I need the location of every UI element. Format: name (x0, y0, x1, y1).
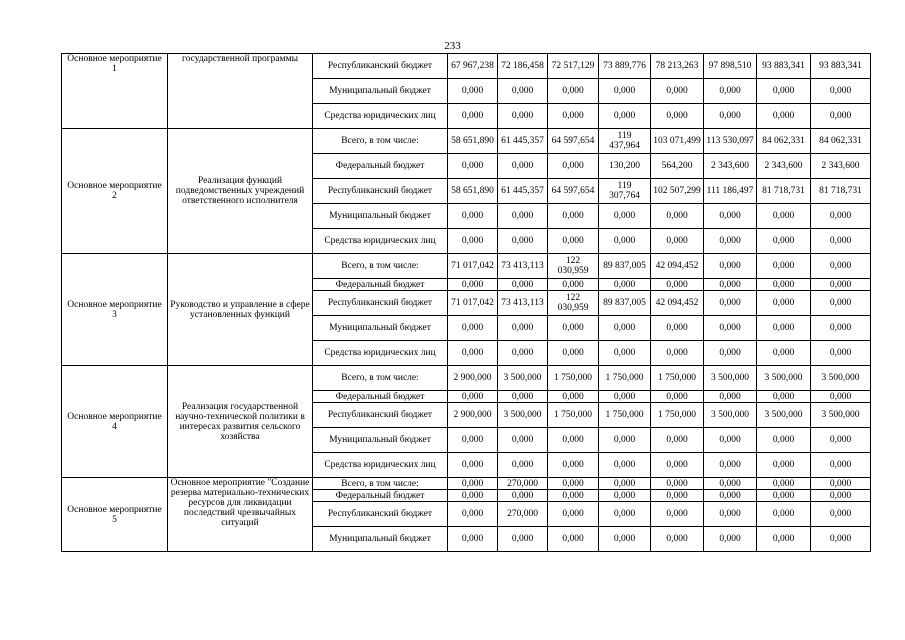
amount-cell: 78 213,263 (651, 54, 704, 79)
amount-cell: 0,000 (498, 229, 548, 254)
amount-cell: 0,000 (704, 291, 757, 316)
amount-cell: 0,000 (548, 502, 599, 527)
amount-cell: 0,000 (704, 316, 757, 341)
funding-source-cell: Муниципальный бюджет (313, 204, 448, 229)
amount-cell: 0,000 (599, 204, 651, 229)
amount-cell: 1 750,000 (651, 366, 704, 391)
amount-cell: 0,000 (498, 204, 548, 229)
amount-cell: 0,000 (498, 104, 548, 129)
amount-cell: 0,000 (651, 79, 704, 104)
amount-cell: 113 530,097 (704, 129, 757, 154)
amount-cell: 0,000 (651, 104, 704, 129)
amount-cell: 0,000 (498, 341, 548, 366)
amount-cell: 61 445,357 (498, 179, 548, 204)
budget-table-body (62, 54, 871, 552)
funding-source-cell: Средства юридических лиц (313, 453, 448, 478)
amount-cell: 0,000 (757, 527, 811, 552)
amount-cell: 0,000 (757, 229, 811, 254)
amount-cell: 1 750,000 (599, 366, 651, 391)
amount-cell: 64 597,654 (548, 179, 599, 204)
amount-cell: 0,000 (498, 428, 548, 453)
amount-cell: 0,000 (704, 104, 757, 129)
amount-cell: 0,000 (757, 104, 811, 129)
event-name-cell: Реализация функций подведомственных учреждений ответственного исполнителя (168, 129, 313, 254)
funding-source-cell: Федеральный бюджет (313, 391, 448, 403)
amount-cell: 0,000 (498, 316, 548, 341)
amount-cell: 73 413,113 (498, 291, 548, 316)
amount-cell: 42 094,452 (651, 291, 704, 316)
amount-cell: 0,000 (548, 490, 599, 502)
amount-cell: 0,000 (651, 502, 704, 527)
amount-cell: 0,000 (811, 490, 871, 502)
amount-cell: 0,000 (599, 316, 651, 341)
amount-cell: 89 837,005 (599, 291, 651, 316)
amount-cell: 64 597,654 (548, 129, 599, 154)
amount-cell: 0,000 (704, 527, 757, 552)
amount-cell: 71 017,042 (448, 291, 498, 316)
amount-cell: 0,000 (548, 453, 599, 478)
event-name-cell: государственной программы (168, 54, 313, 129)
amount-cell: 0,000 (448, 316, 498, 341)
amount-cell: 2 343,600 (811, 154, 871, 179)
amount-cell: 2 343,600 (757, 154, 811, 179)
amount-cell: 0,000 (448, 502, 498, 527)
amount-cell: 0,000 (599, 527, 651, 552)
funding-source-cell: Республиканский бюджет (313, 403, 448, 428)
amount-cell: 0,000 (704, 391, 757, 403)
amount-cell: 0,000 (448, 79, 498, 104)
funding-source-cell: Всего, в том числе: (313, 366, 448, 391)
amount-cell: 61 445,357 (498, 129, 548, 154)
amount-cell: 0,000 (548, 478, 599, 490)
amount-cell: 0,000 (599, 428, 651, 453)
amount-cell: 58 651,890 (448, 129, 498, 154)
amount-cell: 270,000 (498, 478, 548, 490)
page-number: 233 (444, 40, 461, 52)
amount-cell: 0,000 (811, 316, 871, 341)
amount-cell: 2 343,600 (704, 154, 757, 179)
funding-source-cell: Муниципальный бюджет (313, 316, 448, 341)
amount-cell: 103 071,499 (651, 129, 704, 154)
amount-cell: 0,000 (757, 502, 811, 527)
funding-source-cell: Муниципальный бюджет (313, 428, 448, 453)
funding-source-cell: Федеральный бюджет (313, 490, 448, 502)
amount-cell: 0,000 (811, 291, 871, 316)
amount-cell: 0,000 (448, 490, 498, 502)
amount-cell: 71 017,042 (448, 254, 498, 279)
amount-cell: 72 186,458 (498, 54, 548, 79)
amount-cell: 0,000 (811, 527, 871, 552)
amount-cell: 0,000 (757, 453, 811, 478)
amount-cell: 0,000 (599, 490, 651, 502)
amount-cell: 0,000 (811, 478, 871, 490)
amount-cell: 0,000 (548, 428, 599, 453)
event-name-cell: Основное мероприятие "Создание резерва материально-технических ресурсов для ликвидации последствий чрезвычайных ситуаций (168, 478, 313, 552)
amount-cell: 1 750,000 (548, 366, 599, 391)
funding-source-cell: Всего, в том числе: (313, 478, 448, 490)
amount-cell: 0,000 (757, 341, 811, 366)
amount-cell: 3 500,000 (498, 403, 548, 428)
amount-cell: 0,000 (599, 104, 651, 129)
amount-cell: 0,000 (651, 391, 704, 403)
amount-cell: 81 718,731 (757, 179, 811, 204)
amount-cell: 0,000 (811, 254, 871, 279)
amount-cell: 0,000 (548, 341, 599, 366)
amount-cell: 0,000 (498, 490, 548, 502)
amount-cell: 1 750,000 (651, 403, 704, 428)
table-row (62, 54, 871, 79)
amount-cell: 73 413,113 (498, 254, 548, 279)
funding-source-cell: Средства юридических лиц (313, 104, 448, 129)
amount-cell: 2 900,000 (448, 403, 498, 428)
event-number-cell: Основное мероприятие 4 (62, 366, 168, 478)
amount-cell: 0,000 (811, 391, 871, 403)
amount-cell: 0,000 (704, 254, 757, 279)
amount-cell: 0,000 (811, 453, 871, 478)
amount-cell: 3 500,000 (811, 366, 871, 391)
amount-cell: 130,200 (599, 154, 651, 179)
amount-cell: 0,000 (651, 527, 704, 552)
amount-cell: 0,000 (448, 453, 498, 478)
amount-cell: 93 883,341 (757, 54, 811, 79)
amount-cell: 3 500,000 (498, 366, 548, 391)
table-row (62, 366, 871, 391)
amount-cell: 0,000 (448, 391, 498, 403)
amount-cell: 0,000 (704, 204, 757, 229)
amount-cell: 0,000 (448, 341, 498, 366)
funding-source-cell: Муниципальный бюджет (313, 79, 448, 104)
amount-cell: 0,000 (599, 453, 651, 478)
amount-cell: 0,000 (498, 453, 548, 478)
amount-cell: 0,000 (757, 391, 811, 403)
amount-cell: 3 500,000 (757, 366, 811, 391)
amount-cell: 0,000 (704, 341, 757, 366)
amount-cell: 0,000 (757, 254, 811, 279)
amount-cell: 0,000 (811, 279, 871, 291)
amount-cell: 270,000 (498, 502, 548, 527)
amount-cell: 0,000 (704, 79, 757, 104)
amount-cell: 0,000 (448, 154, 498, 179)
amount-cell: 42 094,452 (651, 254, 704, 279)
amount-cell: 122 030,959 (548, 254, 599, 279)
amount-cell: 81 718,731 (811, 179, 871, 204)
amount-cell: 0,000 (599, 229, 651, 254)
amount-cell: 0,000 (757, 279, 811, 291)
amount-cell: 0,000 (548, 104, 599, 129)
amount-cell: 122 030,959 (548, 291, 599, 316)
funding-source-cell: Федеральный бюджет (313, 279, 448, 291)
amount-cell: 0,000 (704, 279, 757, 291)
amount-cell: 2 900,000 (448, 366, 498, 391)
amount-cell: 0,000 (704, 428, 757, 453)
amount-cell: 0,000 (599, 341, 651, 366)
amount-cell: 3 500,000 (757, 403, 811, 428)
amount-cell: 119 307,764 (599, 179, 651, 204)
amount-cell: 72 517,129 (548, 54, 599, 79)
amount-cell: 0,000 (651, 316, 704, 341)
amount-cell: 0,000 (704, 453, 757, 478)
amount-cell: 0,000 (651, 478, 704, 490)
amount-cell: 111 186,497 (704, 179, 757, 204)
event-number-cell: Основное мероприятие 1 (62, 54, 168, 129)
amount-cell: 0,000 (548, 279, 599, 291)
amount-cell: 0,000 (651, 453, 704, 478)
amount-cell: 0,000 (548, 391, 599, 403)
amount-cell: 0,000 (651, 490, 704, 502)
amount-cell: 0,000 (498, 391, 548, 403)
amount-cell: 0,000 (448, 478, 498, 490)
funding-source-cell: Республиканский бюджет (313, 502, 448, 527)
amount-cell: 0,000 (548, 229, 599, 254)
event-number-cell: Основное мероприятие 3 (62, 254, 168, 366)
funding-source-cell: Средства юридических лиц (313, 229, 448, 254)
amount-cell: 0,000 (651, 428, 704, 453)
amount-cell: 0,000 (599, 502, 651, 527)
amount-cell: 0,000 (704, 490, 757, 502)
amount-cell: 84 062,331 (811, 129, 871, 154)
amount-cell: 0,000 (651, 279, 704, 291)
amount-cell: 0,000 (448, 229, 498, 254)
table-row (62, 254, 871, 279)
amount-cell: 93 883,341 (811, 54, 871, 79)
amount-cell: 0,000 (498, 79, 548, 104)
amount-cell: 0,000 (704, 478, 757, 490)
amount-cell: 0,000 (811, 79, 871, 104)
amount-cell: 0,000 (757, 428, 811, 453)
amount-cell: 0,000 (599, 279, 651, 291)
amount-cell: 1 750,000 (599, 403, 651, 428)
budget-table (61, 53, 871, 552)
amount-cell: 0,000 (599, 391, 651, 403)
amount-cell: 0,000 (757, 316, 811, 341)
amount-cell: 0,000 (811, 341, 871, 366)
amount-cell: 0,000 (599, 478, 651, 490)
amount-cell: 0,000 (448, 104, 498, 129)
amount-cell: 1 750,000 (548, 403, 599, 428)
amount-cell: 119 437,964 (599, 129, 651, 154)
amount-cell: 84 062,331 (757, 129, 811, 154)
event-number-cell: Основное мероприятие 2 (62, 129, 168, 254)
funding-source-cell: Всего, в том числе: (313, 254, 448, 279)
amount-cell: 102 507,299 (651, 179, 704, 204)
amount-cell: 0,000 (811, 229, 871, 254)
amount-cell: 67 967,238 (448, 54, 498, 79)
amount-cell: 0,000 (548, 316, 599, 341)
amount-cell: 0,000 (651, 229, 704, 254)
funding-source-cell: Республиканский бюджет (313, 179, 448, 204)
amount-cell: 0,000 (548, 204, 599, 229)
funding-source-cell: Федеральный бюджет (313, 154, 448, 179)
amount-cell: 0,000 (811, 502, 871, 527)
amount-cell: 0,000 (757, 204, 811, 229)
amount-cell: 0,000 (548, 79, 599, 104)
amount-cell: 0,000 (757, 79, 811, 104)
amount-cell: 0,000 (811, 104, 871, 129)
amount-cell: 0,000 (651, 341, 704, 366)
table-row (62, 478, 871, 490)
amount-cell: 0,000 (498, 527, 548, 552)
amount-cell: 0,000 (448, 527, 498, 552)
amount-cell: 0,000 (599, 79, 651, 104)
amount-cell: 58 651,890 (448, 179, 498, 204)
amount-cell: 97 898,510 (704, 54, 757, 79)
event-name-cell: Реализация государственной научно-технической политики в интересах развития сельского хозяйства (168, 366, 313, 478)
funding-source-cell: Республиканский бюджет (313, 54, 448, 79)
amount-cell: 0,000 (704, 229, 757, 254)
amount-cell: 0,000 (448, 204, 498, 229)
amount-cell: 0,000 (498, 279, 548, 291)
amount-cell: 3 500,000 (704, 403, 757, 428)
amount-cell: 3 500,000 (811, 403, 871, 428)
funding-source-cell: Всего, в том числе: (313, 129, 448, 154)
amount-cell: 0,000 (448, 279, 498, 291)
funding-source-cell: Муниципальный бюджет (313, 527, 448, 552)
amount-cell: 0,000 (757, 291, 811, 316)
table-row (62, 129, 871, 154)
amount-cell: 0,000 (704, 502, 757, 527)
event-number-cell: Основное мероприятие 5 (62, 478, 168, 552)
amount-cell: 3 500,000 (704, 366, 757, 391)
amount-cell: 0,000 (757, 478, 811, 490)
amount-cell: 0,000 (498, 154, 548, 179)
amount-cell: 89 837,005 (599, 254, 651, 279)
amount-cell: 0,000 (548, 154, 599, 179)
funding-source-cell: Средства юридических лиц (313, 341, 448, 366)
amount-cell: 0,000 (811, 204, 871, 229)
amount-cell: 0,000 (448, 428, 498, 453)
amount-cell: 564,200 (651, 154, 704, 179)
event-name-cell: Руководство и управление в сфере установленных функций (168, 254, 313, 366)
amount-cell: 0,000 (548, 527, 599, 552)
amount-cell: 73 889,776 (599, 54, 651, 79)
amount-cell: 0,000 (811, 428, 871, 453)
funding-source-cell: Республиканский бюджет (313, 291, 448, 316)
amount-cell: 0,000 (757, 490, 811, 502)
amount-cell: 0,000 (651, 204, 704, 229)
